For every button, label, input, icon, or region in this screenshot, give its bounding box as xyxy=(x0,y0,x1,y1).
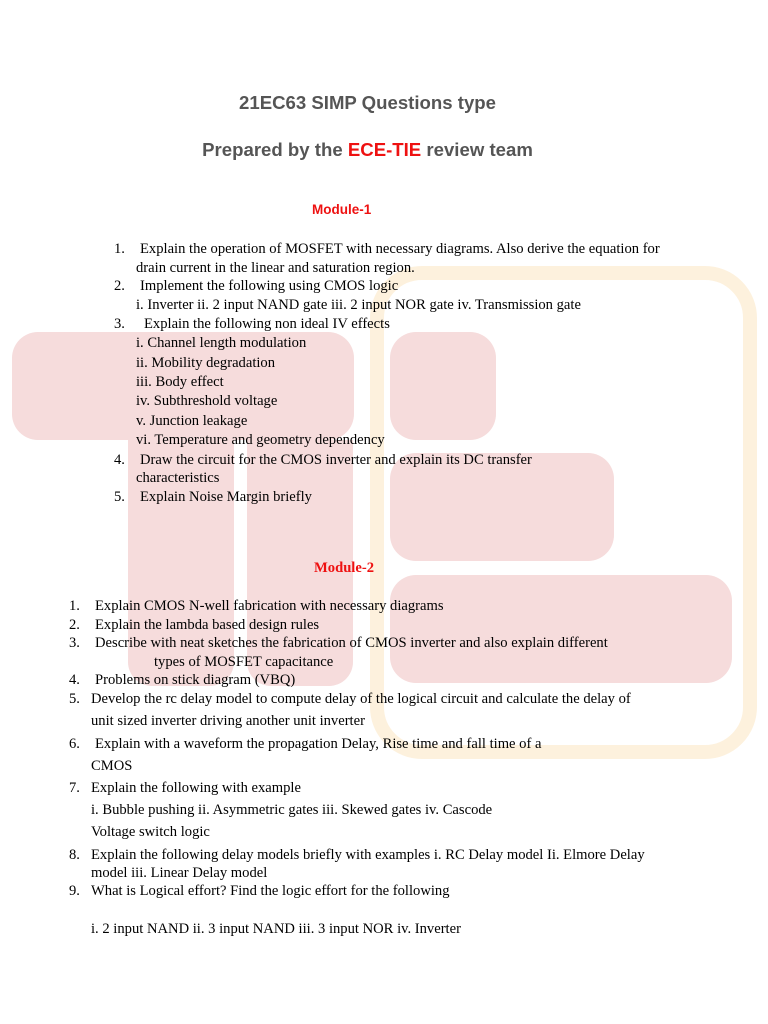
m2-q6-text: Explain with a waveform the propagation Delay, Rise time and fall time of a xyxy=(95,736,542,752)
m2-q9-cont: i. 2 input NAND ii. 3 input NAND iii. 3 input NOR iv. Inverter xyxy=(91,921,461,937)
m2-q2-text: Explain the lambda based design rules xyxy=(95,617,320,633)
m2-q5-text: Develop the rc delay model to compute delay of the logical circuit and calculate the delay of xyxy=(91,691,631,707)
m2-q3-cont: types of MOSFET capacitance xyxy=(154,654,334,670)
m1-q3-sub5: v. Junction leakage xyxy=(136,413,248,429)
m1-q4-num: 4. xyxy=(114,452,125,468)
document-subtitle xyxy=(0,139,735,161)
m2-q9-num: 9. xyxy=(69,883,80,899)
m1-q1-cont: drain current in the linear and saturation region. xyxy=(136,260,415,276)
module2-heading: Module-2 xyxy=(314,560,374,576)
m1-q3-sub1: i. Channel length modulation xyxy=(136,335,307,351)
m2-q4-text: Problems on stick diagram (VBQ) xyxy=(95,672,296,688)
m2-q1-text: Explain CMOS N-well fabrication with necessary diagrams xyxy=(95,598,444,614)
m2-q1-num: 1. xyxy=(69,598,80,614)
m2-q6-num: 6. xyxy=(69,736,80,752)
m1-q3-sub2: ii. Mobility degradation xyxy=(136,355,276,371)
m2-q8-text: Explain the following delay models briefly with examples i. RC Delay model Ii. Elmore Delay xyxy=(91,847,645,863)
m2-q7-num: 7. xyxy=(69,780,80,796)
document-title: 21EC63 SIMP Questions type xyxy=(239,92,496,113)
m2-q7-text: Explain the following with example xyxy=(91,780,301,796)
m2-q5-num: 5. xyxy=(69,691,80,707)
m2-q7-cont2: Voltage switch logic xyxy=(91,824,210,840)
m1-q4-text: Draw the circuit for the CMOS inverter and explain its DC transfer xyxy=(140,452,532,468)
m1-q3-sub6: vi. Temperature and geometry dependency xyxy=(136,432,385,448)
m1-q3-sub4: iv. Subthreshold voltage xyxy=(136,393,278,409)
m1-q3-sub3: iii. Body effect xyxy=(136,374,224,390)
m2-q5-cont: unit sized inverter driving another unit inverter xyxy=(91,713,365,729)
m1-q4-cont: characteristics xyxy=(136,470,220,486)
m1-q1-num: 1. xyxy=(114,241,125,257)
m2-q9-text: What is Logical effort? Find the logic effort for the following xyxy=(91,883,450,899)
m1-q2-cont: i. Inverter ii. 2 input NAND gate iii. 2 input NOR gate iv. Transmission gate xyxy=(136,297,581,313)
subtitle-suffix: review team xyxy=(426,139,533,160)
subtitle-highlight: ECE-TIE xyxy=(347,139,422,160)
m2-q6-cont: CMOS xyxy=(91,758,133,774)
module1-heading: Module-1 xyxy=(312,202,372,217)
m2-q8-cont: model iii. Linear Delay model xyxy=(91,865,268,881)
m1-q2-text: Implement the following using CMOS logic xyxy=(140,278,399,294)
m2-q7-cont: i. Bubble pushing ii. Asymmetric gates iii. Skewed gates iv. Cascode xyxy=(91,802,493,818)
subtitle-prefix: Prepared by the xyxy=(202,139,343,160)
m2-q3-num: 3. xyxy=(69,635,80,651)
m2-q4-num: 4. xyxy=(69,672,80,688)
m1-q5-text: Explain Noise Margin briefly xyxy=(140,489,312,505)
m2-q8-num: 8. xyxy=(69,847,80,863)
m1-q2-num: 2. xyxy=(114,278,125,294)
m1-q3-num: 3. xyxy=(114,316,125,332)
m2-q3-text: Describe with neat sketches the fabrication of CMOS inverter and also explain different xyxy=(95,635,608,651)
m1-q5-num: 5. xyxy=(114,489,125,505)
m2-q2-num: 2. xyxy=(69,617,80,633)
m1-q1-text: Explain the operation of MOSFET with necessary diagrams. Also derive the equation for xyxy=(140,241,660,257)
m1-q3-text: Explain the following non ideal IV effects xyxy=(144,316,390,332)
